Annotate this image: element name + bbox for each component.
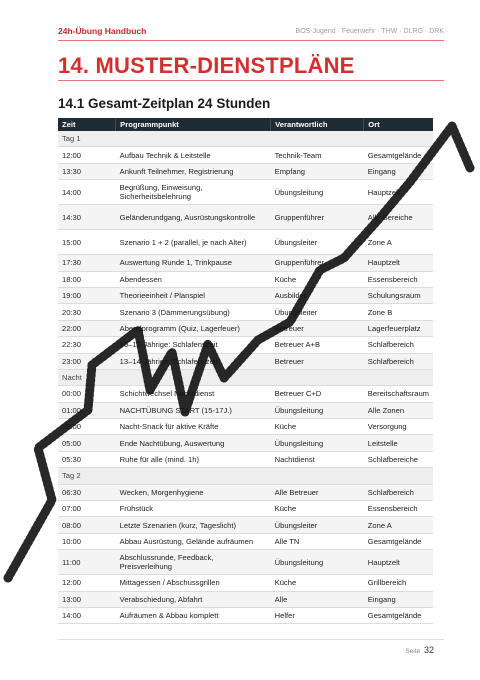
cell-time: 05:30 (58, 451, 116, 467)
cell-location: Essensbereich (364, 501, 433, 517)
cell-location: Schlafbereich (364, 484, 433, 500)
cell-program: Nacht-Snack für aktive Kräfte (116, 419, 271, 435)
cell-time: 14:00 (58, 607, 116, 623)
column-header-location: Ort (364, 118, 433, 131)
schedule-body (58, 131, 433, 624)
cell-responsible: Küche (271, 575, 364, 591)
cell-program: Auswertung Runde 1, Trinkpause (116, 255, 271, 271)
table-row (58, 451, 433, 467)
cell-time: 20:30 (58, 304, 116, 320)
cell-responsible: Übungsleitung (271, 180, 364, 205)
cell-responsible: Küche (271, 501, 364, 517)
table-row (58, 230, 433, 255)
cell-responsible: Betreuer A+B (271, 337, 364, 353)
cell-location: Versorgung (364, 419, 433, 435)
table-row (58, 320, 433, 336)
cell-program: Szenario 1 + 2 (parallel, je nach Alter) (116, 230, 271, 255)
column-header-responsible: Verantwortlich (271, 118, 364, 131)
column-header-time: Zeit (58, 118, 116, 131)
cell-responsible: Gruppenführer (271, 255, 364, 271)
table-row (58, 402, 433, 418)
table-row (58, 484, 433, 500)
cell-time: 18:00 (58, 271, 116, 287)
table-row (58, 180, 433, 205)
cell-location: Schlafbereich (364, 337, 433, 353)
cell-responsible: Übungsleitung (271, 435, 364, 451)
cell-time: 14:00 (58, 180, 116, 205)
cell-program: Ankunft Teilnehmer, Registrierung (116, 163, 271, 179)
table-row (58, 255, 433, 271)
cell-time: 12:00 (58, 147, 116, 163)
page-footer (405, 645, 434, 655)
cell-location: Alle Bereiche (364, 205, 433, 230)
cell-time: 13:30 (58, 163, 116, 179)
cell-program: Geländerundgang, Ausrüstungskontrolle (116, 205, 271, 230)
cell-location: Grillbereich (364, 575, 433, 591)
cell-time: 22:30 (58, 337, 116, 353)
cell-program: Letzte Szenarien (kurz, Tageslicht) (116, 517, 271, 533)
chapter-title: 14. MUSTER-DIENSTPLÄNE (58, 53, 355, 78)
cell-program: Ende Nachtübung, Auswertung (116, 435, 271, 451)
cell-location: Schulungsraum (364, 287, 433, 303)
handbook-title: 24h-Übung Handbuch (58, 26, 147, 36)
organizations-line: BOS-Jugend · Feuerwehr · THW · DLRG · DRK (295, 27, 444, 35)
cell-responsible: Betreuer (271, 353, 364, 369)
table-row (58, 591, 433, 607)
cell-responsible: Übungsleiter (271, 230, 364, 255)
cell-location: Hauptzelt (364, 255, 433, 271)
table-row (58, 575, 433, 591)
cell-responsible: Übungsleitung (271, 550, 364, 575)
cell-time: 11:00 (58, 550, 116, 575)
table-row (58, 550, 433, 575)
cell-program: Szenario 3 (Dämmerungsübung) (116, 304, 271, 320)
group-row (58, 468, 433, 484)
footer-divider (58, 639, 444, 640)
cell-location: Hauptzelt (364, 180, 433, 205)
cell-program: Mittagessen / Abschussgrillen (116, 575, 271, 591)
cell-responsible: Betreuer (271, 320, 364, 336)
cell-location: Gesamtgelände (364, 147, 433, 163)
table-row (58, 205, 433, 230)
page-header (58, 24, 444, 38)
group-row (58, 131, 433, 147)
table-row (58, 607, 433, 623)
cell-time: 00:00 (58, 386, 116, 402)
cell-responsible: Alle TN (271, 533, 364, 549)
cell-responsible: Übungsleiter (271, 517, 364, 533)
cell-location: Zone A (364, 517, 433, 533)
chapter-divider (58, 80, 444, 81)
cell-location: Zone B (364, 304, 433, 320)
cell-responsible: Küche (271, 419, 364, 435)
cell-program: Verabschiedung, Abfahrt (116, 591, 271, 607)
cell-responsible: Betreuer C+D (271, 386, 364, 402)
cell-time: 22:00 (58, 320, 116, 336)
cell-time: 05:00 (58, 435, 116, 451)
column-header-program: Programmpunkt (116, 118, 271, 131)
cell-responsible: Alle (271, 591, 364, 607)
table-row (58, 337, 433, 353)
cell-program: Theorieeinheit / Planspiel (116, 287, 271, 303)
cell-program: Abendprogramm (Quiz, Lagerfeuer) (116, 320, 271, 336)
cell-location: Gesamtgelände (364, 533, 433, 549)
cell-responsible: Gruppenführer (271, 205, 364, 230)
page-label: Seite (405, 648, 421, 655)
cell-time: 03:00 (58, 419, 116, 435)
cell-time: 13:00 (58, 591, 116, 607)
cell-location: Leitstelle (364, 435, 433, 451)
cell-responsible: Technik-Team (271, 147, 364, 163)
cell-time: 07:00 (58, 501, 116, 517)
cell-responsible: Ausbilder (271, 287, 364, 303)
group-row (58, 369, 433, 385)
cell-location: Bereitschaftsraum (364, 386, 433, 402)
cell-program: Aufbau Technik & Leitstelle (116, 147, 271, 163)
cell-time: 12:00 (58, 575, 116, 591)
cell-location: Gesamtgelände (364, 607, 433, 623)
cell-program: 13–14-Jährige: Schlafenszeit (116, 353, 271, 369)
page-number: 32 (423, 645, 434, 655)
table-row (58, 287, 433, 303)
table-row (58, 304, 433, 320)
group-label: Tag 2 (58, 468, 433, 484)
cell-location: Eingang (364, 163, 433, 179)
cell-time: 17:30 (58, 255, 116, 271)
cell-time: 15:00 (58, 230, 116, 255)
cell-time: 06:30 (58, 484, 116, 500)
schedule-table (58, 118, 433, 624)
table-row (58, 271, 433, 287)
cell-responsible: Küche (271, 271, 364, 287)
cell-location: Lagerfeuerplatz (364, 320, 433, 336)
cell-location: Eingang (364, 591, 433, 607)
cell-program: Frühstück (116, 501, 271, 517)
table-row (58, 533, 433, 549)
cell-time: 10:00 (58, 533, 116, 549)
cell-program: NACHTÜBUNG START (15-17J.) (116, 402, 271, 418)
cell-program: Abschlussrunde, Feedback, Preisverleihung (116, 550, 271, 575)
table-row (58, 501, 433, 517)
cell-program: Aufräumen & Abbau komplett (116, 607, 271, 623)
cell-time: 14:30 (58, 205, 116, 230)
group-label: Tag 1 (58, 131, 433, 147)
section-title: 14.1 Gesamt-Zeitplan 24 Stunden (58, 96, 271, 111)
header-divider (58, 40, 444, 41)
cell-program: Begrüßung, Einweisung, Sicherheitsbelehrung (116, 180, 271, 205)
cell-responsible: Übungsleitung (271, 402, 364, 418)
table-row (58, 517, 433, 533)
cell-program: Wecken, Morgenhygiene (116, 484, 271, 500)
table-header-row (58, 118, 433, 131)
group-label: Nacht (58, 369, 433, 385)
cell-location: Alle Zonen (364, 402, 433, 418)
cell-responsible: Übungsleiter (271, 304, 364, 320)
cell-location: Essensbereich (364, 271, 433, 287)
table-row (58, 386, 433, 402)
cell-responsible: Empfang (271, 163, 364, 179)
cell-responsible: Nachtdienst (271, 451, 364, 467)
cell-time: 08:00 (58, 517, 116, 533)
cell-location: Hauptzelt (364, 550, 433, 575)
table-row (58, 147, 433, 163)
cell-program: Schichtwechsel Nachtdienst (116, 386, 271, 402)
cell-location: Zone A (364, 230, 433, 255)
table-row (58, 435, 433, 451)
cell-location: Schlafbereich (364, 353, 433, 369)
cell-program: Ruhe für alle (mind. 1h) (116, 451, 271, 467)
cell-time: 19:00 (58, 287, 116, 303)
cell-program: 10–12-Jährige: Schlafenszeit (116, 337, 271, 353)
cell-program: Abbau Ausrüstung, Gelände aufräumen (116, 533, 271, 549)
cell-time: 01:00 (58, 402, 116, 418)
cell-program: Abendessen (116, 271, 271, 287)
cell-location: Schlafbereiche (364, 451, 433, 467)
cell-responsible: Helfer (271, 607, 364, 623)
table-row (58, 419, 433, 435)
table-row (58, 163, 433, 179)
cell-responsible: Alle Betreuer (271, 484, 364, 500)
table-row (58, 353, 433, 369)
cell-time: 23:00 (58, 353, 116, 369)
